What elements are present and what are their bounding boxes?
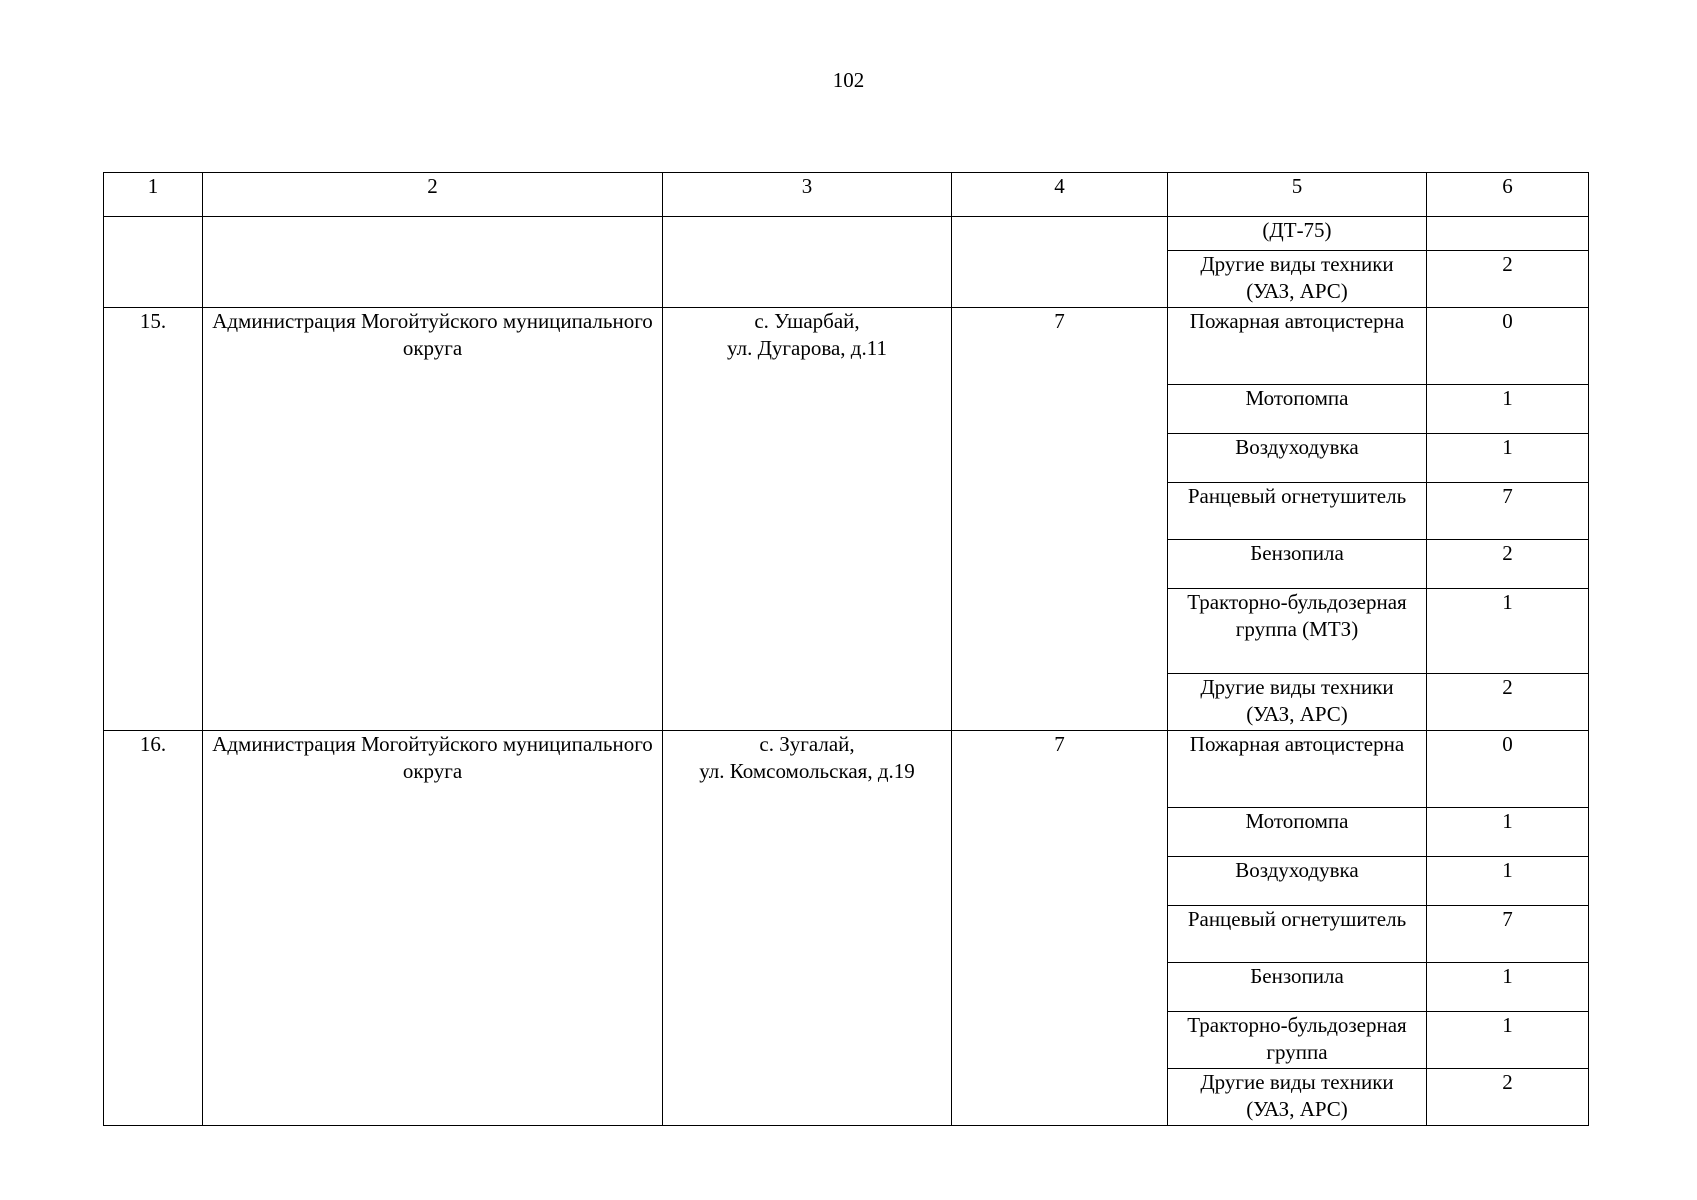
empty-cell [104, 217, 203, 308]
table-row [104, 217, 1589, 251]
equipment-name: Тракторно-бульдозерная группа (МТЗ) [1168, 589, 1427, 674]
header-cell: 5 [1168, 173, 1427, 217]
equipment-name: Другие виды техники (УАЗ, АРС) [1168, 1069, 1427, 1126]
header-cell: 1 [104, 173, 203, 217]
page-number: 102 [832, 68, 865, 92]
equipment-name: Тракторно-бульдозерная группа [1168, 1012, 1427, 1069]
equipment-name: Бензопила [1168, 540, 1427, 589]
empty-cell [663, 217, 952, 308]
equipment-name: Воздуходувка [1168, 434, 1427, 483]
address [663, 731, 952, 1126]
header-cell: 6 [1427, 173, 1589, 217]
address-line: ул. Дугарова, д.11 [727, 336, 887, 360]
equipment-count [1427, 217, 1589, 251]
equipment-name: Ранцевый огнетушитель [1168, 483, 1427, 540]
entry-number: 15. [104, 308, 203, 731]
equipment-count: 0 [1427, 308, 1589, 385]
empty-cell [952, 217, 1168, 308]
address-line: с. Ушарбай, [754, 309, 860, 333]
header-cell: 3 [663, 173, 952, 217]
equipment-table [103, 172, 1589, 1126]
equipment-name: Пожарная автоцистерна [1168, 308, 1427, 385]
equipment-count: 7 [1427, 483, 1589, 540]
equipment-count: 2 [1427, 540, 1589, 589]
organization-name: Администрация Могойтуйского муниципального округа [203, 731, 663, 1126]
equipment-count: 7 [1427, 906, 1589, 963]
organization-name: Администрация Могойтуйского муниципального округа [203, 308, 663, 731]
address-line: с. Зугалай, [759, 732, 855, 756]
entry-number: 16. [104, 731, 203, 1126]
equipment-count: 2 [1427, 1069, 1589, 1126]
equipment-name: Ранцевый огнетушитель [1168, 906, 1427, 963]
equipment-count: 1 [1427, 963, 1589, 1012]
equipment-count: 2 [1427, 674, 1589, 731]
equipment-count: 1 [1427, 1012, 1589, 1069]
equipment-count: 1 [1427, 385, 1589, 434]
header-cell: 2 [203, 173, 663, 217]
equipment-count: 1 [1427, 857, 1589, 906]
table-row [104, 731, 1589, 808]
equipment-name: Бензопила [1168, 963, 1427, 1012]
table-row [104, 308, 1589, 385]
column-4-value: 7 [952, 308, 1168, 731]
column-4-value: 7 [952, 731, 1168, 1126]
equipment-name: Мотопомпа [1168, 808, 1427, 857]
equipment-name: Пожарная автоцистерна [1168, 731, 1427, 808]
table-header-row [104, 173, 1589, 217]
equipment-count: 1 [1427, 434, 1589, 483]
equipment-name: (ДТ-75) [1168, 217, 1427, 251]
equipment-name: Другие виды техники (УАЗ, АРС) [1168, 674, 1427, 731]
equipment-count: 1 [1427, 589, 1589, 674]
empty-cell [203, 217, 663, 308]
equipment-count: 2 [1427, 251, 1589, 308]
equipment-count: 1 [1427, 808, 1589, 857]
address-line: ул. Комсомольская, д.19 [699, 759, 915, 783]
header-cell: 4 [952, 173, 1168, 217]
equipment-count: 0 [1427, 731, 1589, 808]
equipment-name: Мотопомпа [1168, 385, 1427, 434]
address [663, 308, 952, 731]
equipment-name: Другие виды техники (УАЗ, АРС) [1168, 251, 1427, 308]
equipment-name: Воздуходувка [1168, 857, 1427, 906]
